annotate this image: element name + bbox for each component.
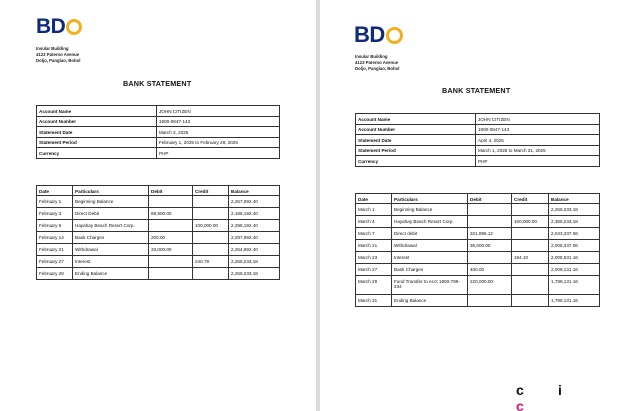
cell-particulars: Withdrawal (392, 240, 468, 252)
cell-particulars: Interest (392, 252, 468, 264)
info-row (37, 148, 280, 159)
info-value: 1900-0847-143 (157, 116, 280, 127)
logo-o-ring (66, 19, 82, 35)
address-line: Doljo, Panglao, Bohol (36, 58, 81, 63)
cell-particulars: Beginning Balance (73, 196, 149, 208)
cell-date: February 1 (37, 196, 73, 208)
cell-particulars: Hayahay Beach Resort Corp. (392, 216, 468, 228)
account-info-table (355, 113, 600, 167)
column-header: Credit (512, 194, 549, 204)
cell-date: March 7 (356, 228, 392, 240)
column-header: Balance (549, 194, 600, 204)
cell-debit (149, 196, 193, 208)
info-value: PHP (476, 156, 600, 167)
info-value: JOHN CITIZEN (157, 106, 280, 117)
cell-balance: 2,008,337.06 (549, 240, 600, 252)
info-label: Account Name (356, 114, 476, 125)
cell-date: February 3 (37, 208, 73, 220)
cell-credit (193, 232, 229, 244)
column-header: Date (37, 186, 73, 196)
cell-debit: 68,900.00 (149, 208, 193, 220)
cell-balance: 2,265,233.18 (549, 204, 600, 216)
statement-page-march (320, 0, 640, 411)
info-row (37, 116, 280, 127)
info-value: March 1, 2025 to March 31, 2025 (476, 145, 600, 156)
cell-date: March 1 (356, 204, 392, 216)
table-row (356, 295, 600, 307)
cell-balance: 2,198,192.40 (229, 208, 280, 220)
cell-balance: 2,297,992.40 (229, 232, 280, 244)
statement-page-february (0, 0, 316, 411)
cell-date: February 14 (37, 232, 73, 244)
cell-date: February 28 (37, 268, 73, 280)
table-row (37, 256, 280, 268)
info-row (37, 127, 280, 138)
info-value: PHP (157, 148, 280, 159)
cell-date: March 4 (356, 216, 392, 228)
cell-debit (149, 220, 193, 232)
table-row (356, 240, 600, 252)
cell-particulars: Fund Transfer to Acct 1900-789-234 (392, 276, 468, 295)
column-header: Date (356, 194, 392, 204)
info-row (37, 106, 280, 117)
info-label: Currency (37, 148, 157, 159)
logo-letters: BD (36, 15, 66, 38)
cell-particulars: Interest (73, 256, 149, 268)
cell-particulars: Direct debit (392, 228, 468, 240)
cell-balance: 2,265,233.18 (229, 268, 280, 280)
watermark-letter: c (516, 382, 524, 398)
address-line: Insular Building (355, 54, 388, 59)
cell-credit (193, 196, 229, 208)
info-label: Statement Date (37, 127, 157, 138)
cell-debit (468, 252, 512, 264)
cell-particulars: Beginning Balance (392, 204, 468, 216)
transactions-table (36, 185, 280, 280)
cell-date: March 21 (356, 240, 392, 252)
info-row (356, 145, 600, 156)
cell-debit: 400.00 (468, 264, 512, 276)
cell-credit: 100,000.00 (512, 216, 549, 228)
cell-debit: 200.00 (149, 232, 193, 244)
cell-credit (512, 240, 549, 252)
cell-debit: 33,000.00 (149, 244, 193, 256)
table-row (356, 204, 600, 216)
cell-debit (468, 295, 512, 307)
table-header-row (37, 186, 280, 196)
cell-credit: 100,000.00 (193, 220, 229, 232)
info-value: JOHN CITIZEN (476, 114, 600, 125)
table-row (37, 244, 280, 256)
table-row (37, 220, 280, 232)
column-header: Balance (229, 186, 280, 196)
cell-balance: 2,365,233.18 (549, 216, 600, 228)
table-row (37, 196, 280, 208)
cell-credit (512, 264, 549, 276)
column-header: Particulars (392, 194, 468, 204)
cell-credit (193, 268, 229, 280)
column-header: Particulars (73, 186, 149, 196)
cell-date: February 21 (37, 244, 73, 256)
cell-particulars: Withdrawal (73, 244, 149, 256)
cell-date: March 23 (356, 252, 392, 264)
cell-credit (512, 228, 549, 240)
cell-credit (512, 276, 549, 295)
cell-particulars: Direct Debit (73, 208, 149, 220)
cell-balance: 2,298,192.40 (229, 220, 280, 232)
cell-balance: 2,008,531.16 (549, 252, 600, 264)
cell-particulars: Ending Balance (392, 295, 468, 307)
info-value: March 3, 2025 (157, 127, 280, 138)
cell-date: March 31 (356, 295, 392, 307)
transactions-table (355, 193, 600, 307)
statement-title: BANK STATEMENT (442, 86, 511, 95)
bank-address (355, 54, 399, 72)
cell-debit (149, 268, 193, 280)
table-row (356, 276, 600, 295)
cell-credit: 240.78 (193, 256, 229, 268)
cell-credit (512, 295, 549, 307)
info-row (356, 135, 600, 146)
cell-debit (468, 204, 512, 216)
table-row (356, 216, 600, 228)
cell-credit (193, 244, 229, 256)
table-row (37, 232, 280, 244)
watermark-logo (516, 382, 640, 411)
cell-balance: 1,788,131.16 (549, 295, 600, 307)
cell-credit: 194.10 (512, 252, 549, 264)
cell-date: February 6 (37, 220, 73, 232)
table-row (37, 208, 280, 220)
address-line: Doljo, Panglao, Bohol (355, 66, 400, 71)
cell-balance: 2,267,092.40 (229, 196, 280, 208)
cell-date: February 27 (37, 256, 73, 268)
info-label: Account Number (356, 124, 476, 135)
info-value: 1900-0847-143 (476, 124, 600, 135)
logo-o-ring (386, 27, 403, 44)
info-row (356, 114, 600, 125)
info-label: Currency (356, 156, 476, 167)
cell-particulars: Bank Charges (73, 232, 149, 244)
cell-debit (149, 256, 193, 268)
cell-debit (468, 216, 512, 228)
watermark-letter: i (558, 382, 562, 398)
cell-balance: 2,008,131.16 (549, 264, 600, 276)
table-row (356, 264, 600, 276)
cell-particulars: Hayahay Beach Resort Corp. (73, 220, 149, 232)
info-label: Account Name (37, 106, 157, 117)
cell-particulars: Bank Charges (392, 264, 468, 276)
table-row (37, 268, 280, 280)
bdo-logo (36, 16, 82, 37)
info-value: February 1, 2025 to February 28, 2025 (157, 137, 280, 148)
cell-balance: 2,264,992.40 (229, 244, 280, 256)
info-label: Account Number (37, 116, 157, 127)
info-label: Statement Period (356, 145, 476, 156)
cell-credit (193, 208, 229, 220)
statement-title: BANK STATEMENT (123, 79, 192, 88)
column-header: Credit (193, 186, 229, 196)
cell-debit: 220,000.00 (468, 276, 512, 295)
column-header: Debit (468, 194, 512, 204)
cell-balance: 2,265,233.18 (229, 256, 280, 268)
address-line: 4123 Paterno Avenue (36, 52, 80, 57)
cell-credit (512, 204, 549, 216)
info-row (356, 124, 600, 135)
address-line: Insular Building (36, 46, 69, 51)
logo-letters: BD (354, 22, 385, 47)
table-row (356, 252, 600, 264)
cell-debit: 321,896.12 (468, 228, 512, 240)
address-line: 4123 Paterno Avenue (355, 60, 399, 65)
bank-address (36, 46, 80, 64)
column-header: Debit (149, 186, 193, 196)
cell-date: March 27 (356, 264, 392, 276)
cell-debit: 35,000.00 (468, 240, 512, 252)
info-label: Statement Period (37, 137, 157, 148)
watermark-letter: c (516, 398, 524, 411)
info-row (356, 156, 600, 167)
cell-balance: 1,788,131.16 (549, 276, 600, 295)
info-row (37, 137, 280, 148)
bdo-logo (354, 24, 403, 46)
table-header-row (356, 194, 600, 204)
table-row (356, 228, 600, 240)
cell-date: March 29 (356, 276, 392, 295)
account-info-table (36, 105, 280, 159)
info-label: Statement Date (356, 135, 476, 146)
info-value: April 4, 2025 (476, 135, 600, 146)
cell-balance: 2,043,337.06 (549, 228, 600, 240)
cell-particulars: Ending Balance (73, 268, 149, 280)
